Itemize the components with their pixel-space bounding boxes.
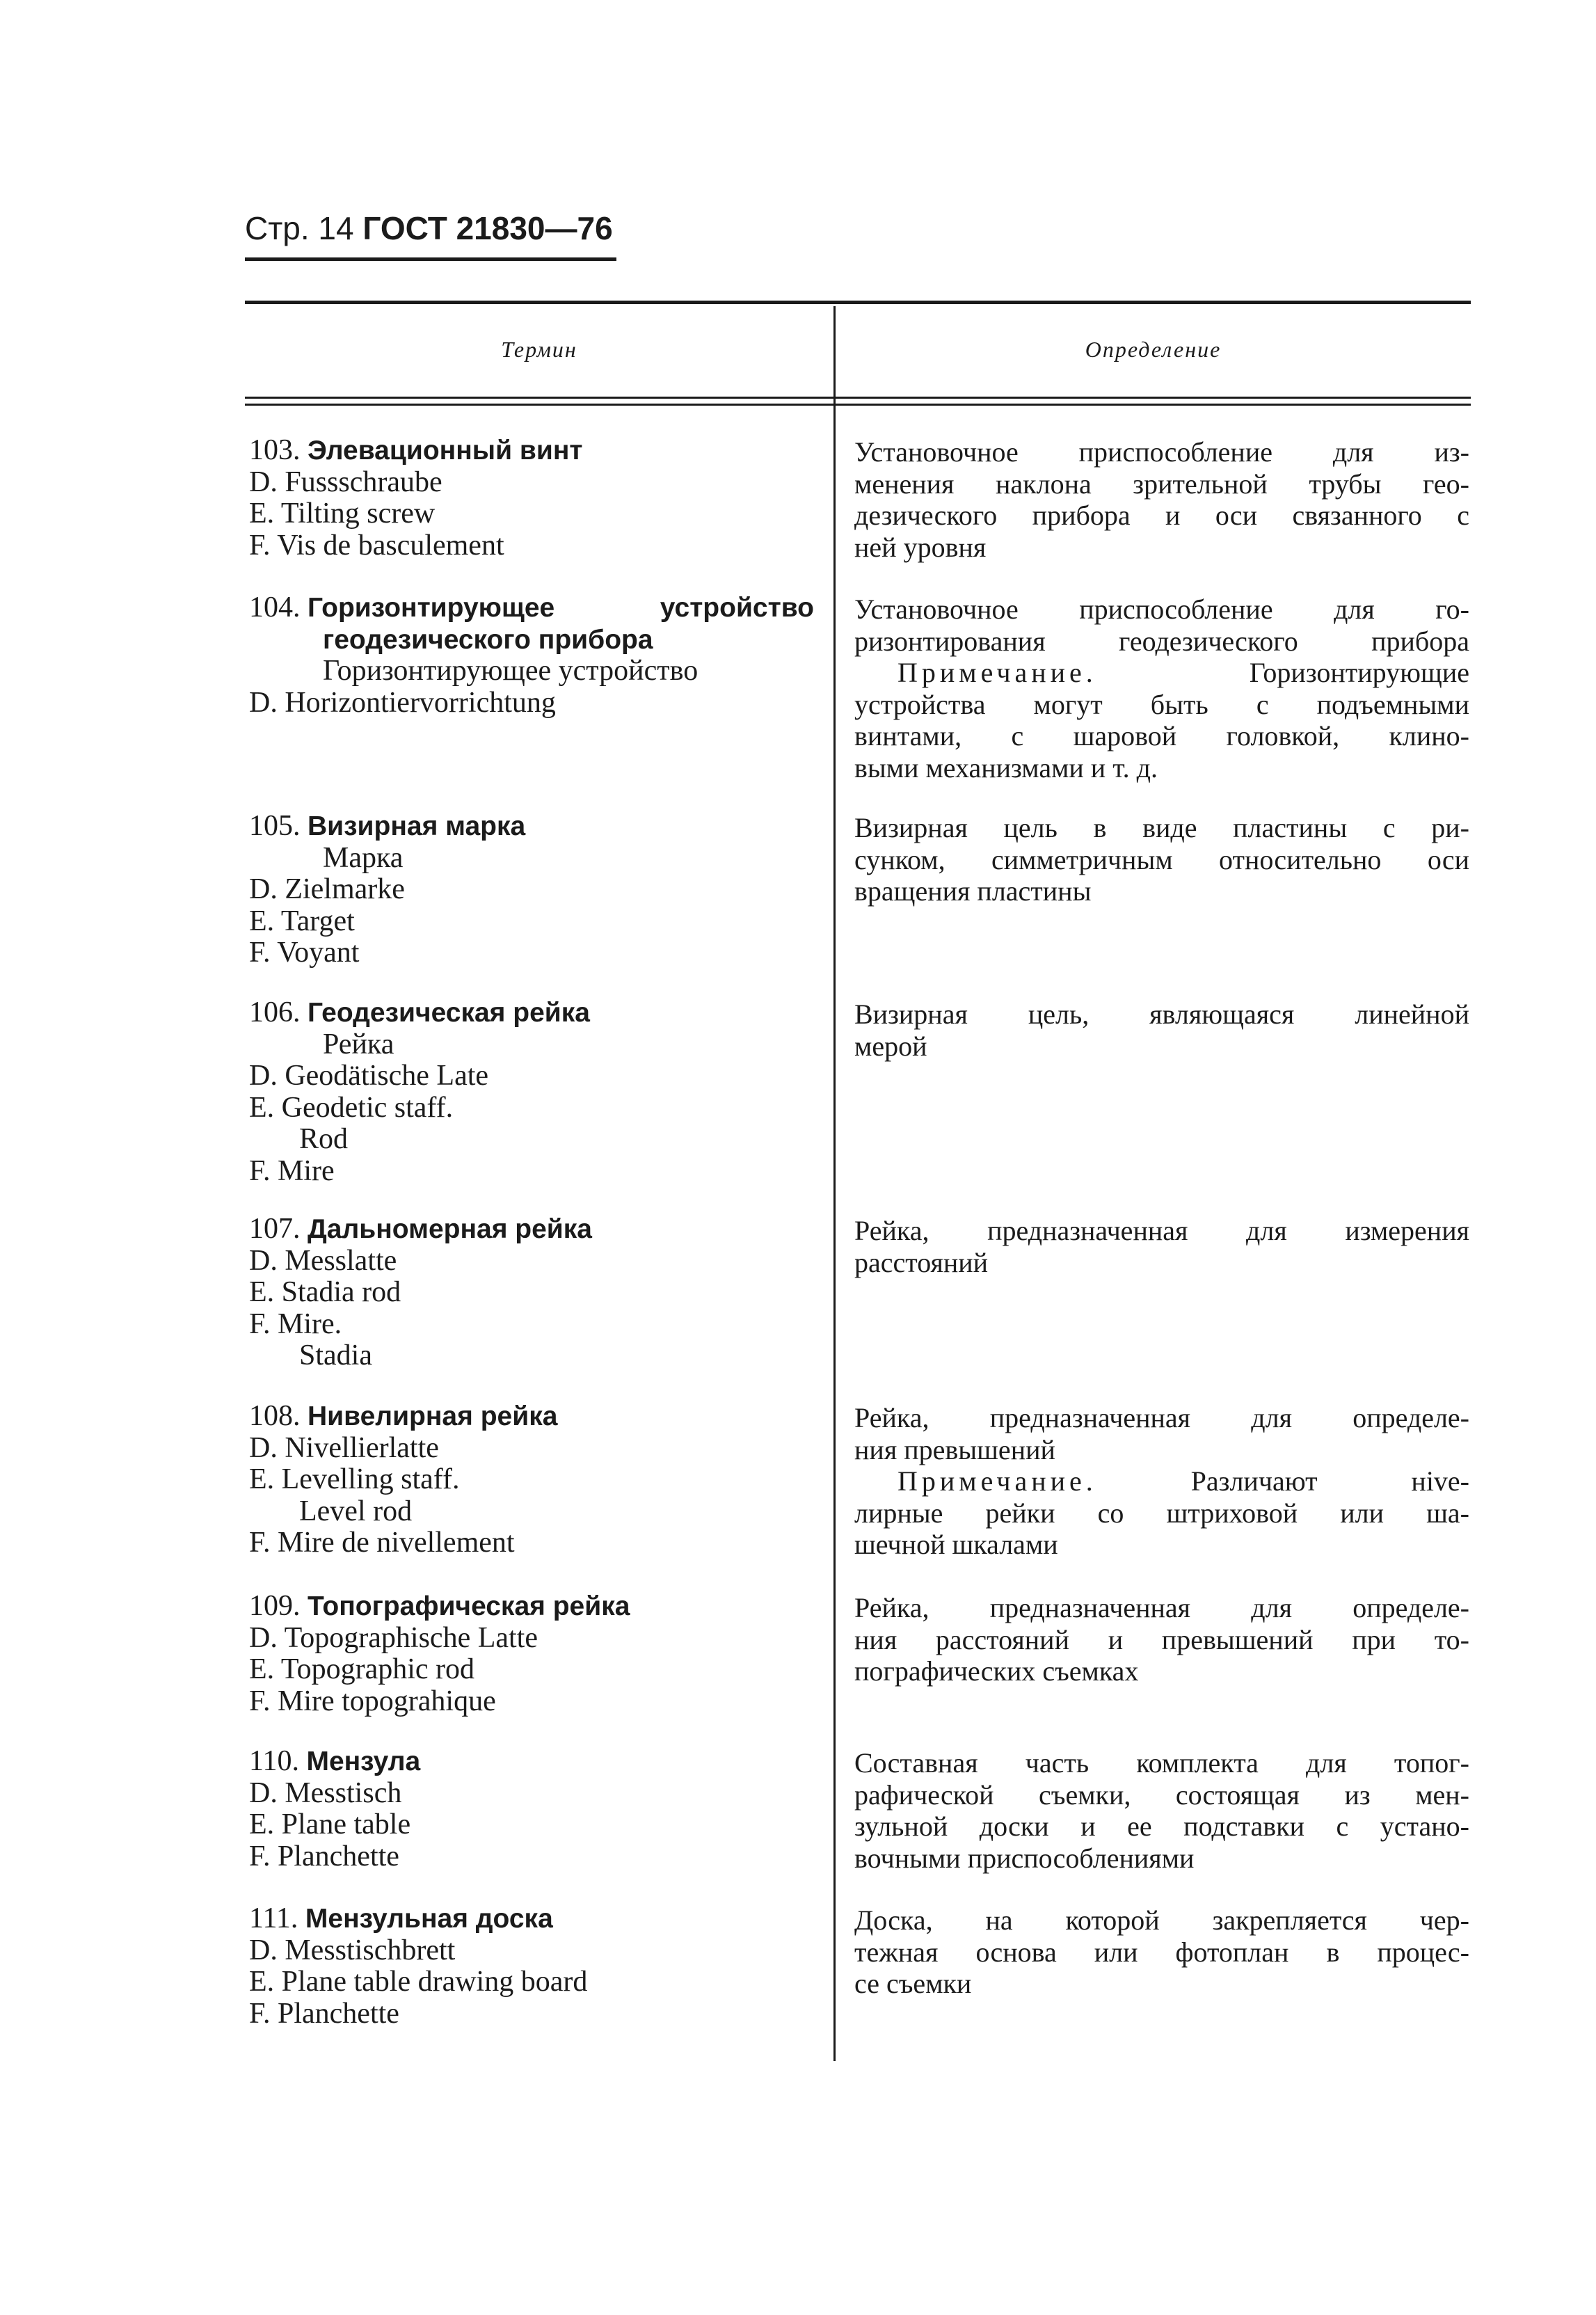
header-separator-rule-2 [245,404,1471,406]
definition-line: зульной доски и ее подставки с устано- [854,1811,1469,1842]
definition-block [854,1904,1469,2000]
term-translation: E. Geodetic staff. [249,1091,454,1124]
term-block [249,1401,827,1559]
term-heading [249,592,814,624]
term-translation: E. Plane table [249,1808,411,1840]
term-block [249,1903,827,2030]
definition-block [854,1747,1469,1874]
term-block [249,997,827,1187]
definition-line: пографических съемках [854,1655,1139,1687]
note-line [854,1465,1469,1497]
definition-line: ней уровня [854,531,987,563]
definition-block [854,436,1469,563]
definition-block [854,999,1469,1062]
definition-line: вочными приспособлениями [854,1842,1195,1874]
term-heading [249,1401,827,1433]
definition-line: Визирная цель в виде пластины с ри- [854,812,1469,843]
term-translation: E. Levelling staff. [249,1463,460,1495]
term-translation: F. Vis de basculement [249,529,504,562]
term-number: 103. [249,434,301,466]
term-number: 110. [249,1745,299,1777]
page-header-text [245,206,616,250]
column-divider [833,306,836,2061]
term-translation-synonym: Stadia [299,1339,372,1371]
definition-line: мерой [854,1030,927,1062]
term-synonym: Марка [323,841,404,874]
column-header-definition: Определение [1085,337,1222,362]
term-heading [249,435,827,467]
term-block [249,1746,827,1872]
term-title: Горизонтирующее [308,593,555,623]
term-translation: E. Plane table drawing board [249,1966,588,1998]
term-translation: E. Topographic rod [249,1653,475,1685]
definition-line: расстояний [854,1246,989,1278]
standard-number: ГОСТ 21830—76 [362,210,613,246]
header-separator-rule-1 [245,397,1471,399]
definition-line: вращения пластины [854,875,1092,907]
term-title-word: устройство [660,593,814,623]
term-title: Геодезическая рейка [308,998,590,1028]
page-header [245,206,616,261]
term-heading [249,811,827,843]
term-heading [249,997,827,1029]
term-title: Элевационный винт [308,436,583,466]
definition-line: ния расстояний и превышений при то- [854,1623,1469,1655]
term-translation: E. Tilting screw [249,498,436,530]
definition-line: сунком, симметричным относительно оси [854,843,1469,875]
term-translation: F. Planchette [249,1997,399,2030]
term-translation: E. Target [249,905,355,937]
term-block [249,592,827,719]
term-title: Нивелирная рейка [308,1401,558,1431]
definition-line: Визирная цель, являющаяся линейной [854,999,1469,1030]
term-translation: F. Planchette [249,1840,399,1872]
definition-line: ризонтирования геодезического прибора [854,625,1469,657]
note-text: Различают нive- [1190,1465,1469,1497]
term-translation: F. Mire de nivellement [249,1527,515,1559]
note-label: Примечание. [897,1465,1097,1497]
term-translation: D. Nivellierlatte [249,1431,439,1464]
term-number: 104. [249,591,301,623]
definition-line: Рейка, предназначенная для определе- [854,1592,1469,1623]
definition-line: тежная основа или фотоплан в процес- [854,1936,1469,1968]
note-label: Примечание. [897,657,1097,688]
definition-block [854,812,1469,907]
term-translation: D. Geodätische Late [249,1060,489,1092]
term-heading [249,1903,827,1935]
term-number: 106. [249,996,301,1028]
note-line: выми механизмами и т. д. [854,751,1158,783]
column-header-term: Термин [501,337,577,362]
term-block [249,1214,827,1372]
term-translation: D. Zielmarke [249,873,405,905]
term-number: 107. [249,1213,301,1245]
term-translation: D. Topographische Latte [249,1621,538,1654]
definition-block [854,1592,1469,1687]
term-translation: F. Mire. [249,1307,342,1340]
term-number: 105. [249,810,301,842]
term-translation: D. Fussschraube [249,466,442,498]
term-translation-synonym: Level rod [299,1495,413,1527]
note-line [854,657,1469,689]
term-block [249,811,827,969]
note-line: лирные рейки со штриховой или ша- [854,1497,1469,1529]
definition-block [854,594,1469,783]
term-heading [249,1214,827,1246]
term-translation: F. Mire [249,1154,335,1187]
term-title-continuation: геодезического прибора [323,624,653,655]
definition-line: ния превышений [854,1433,1055,1465]
definition-line: менения наклона зрительной трубы гео- [854,468,1469,500]
term-translation: D. Messtischbrett [249,1934,456,1966]
definition-line: Составная часть комплекта для топог- [854,1747,1469,1779]
term-title: Мензула [306,1747,421,1776]
term-synonym: Рейка [323,1028,394,1060]
term-translation: D. Horizontiervorrichtung [249,686,556,719]
term-translation: E. Stadia rod [249,1276,401,1308]
note-text: Горизонтирующие [1249,657,1469,688]
note-line: устройства могут быть с подъемными [854,688,1469,720]
table-top-rule [245,301,1471,304]
definition-line: рафической съемки, состоящая из мен- [854,1779,1469,1811]
definition-line: дезического прибора и оси связанного с [854,500,1469,531]
term-title: Дальномерная рейка [308,1214,592,1244]
definition-line: се съемки [854,1968,972,1999]
definition-line: Доска, на которой закрепляется чер- [854,1904,1469,1936]
note-line: шечной шкалами [854,1529,1058,1560]
definition-line: Установочное приспособление для го- [854,594,1469,625]
term-translation: D. Messtisch [249,1776,402,1809]
term-translation: F. Voyant [249,937,360,969]
page-number: Стр. 14 [245,210,354,246]
term-translation: F. Mire topograhique [249,1685,496,1717]
term-heading [249,1746,827,1778]
term-translation: D. Messlatte [249,1244,397,1277]
note-line: винтами, с шаровой головкой, клино- [854,720,1469,751]
term-block [249,435,827,562]
term-block [249,1591,827,1717]
header-underline [245,257,616,261]
definition-line: Установочное приспособление для из- [854,436,1469,468]
term-heading [249,1591,827,1623]
term-title: Мензульная доска [305,1904,553,1934]
definition-block [854,1215,1469,1278]
term-number: 111. [249,1902,298,1934]
definition-block [854,1402,1469,1561]
term-title: Визирная марка [308,811,526,841]
term-number: 109. [249,1590,301,1622]
term-number: 108. [249,1400,301,1432]
term-title: Топографическая рейка [308,1591,630,1621]
term-translation-synonym: Rod [299,1123,349,1155]
term-synonym: Горизонтирующее устройство [323,655,699,687]
definition-line: Рейка, предназначенная для измерения [854,1215,1469,1246]
definition-line: Рейка, предназначенная для определе- [854,1402,1469,1433]
